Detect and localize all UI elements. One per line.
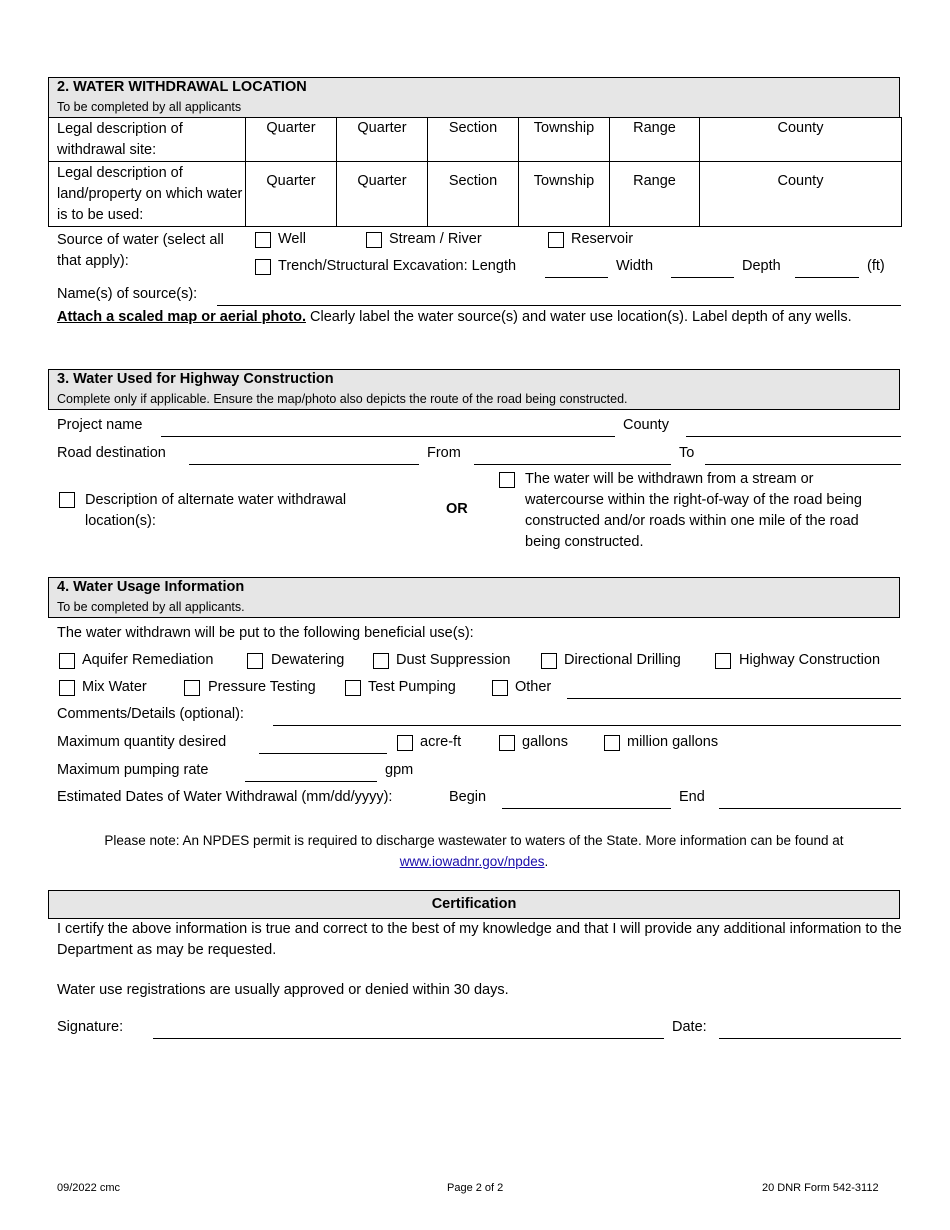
end-date-field[interactable] xyxy=(719,808,901,809)
length-field[interactable] xyxy=(545,277,608,278)
dust-suppression-label: Dust Suppression xyxy=(396,652,511,668)
attach-bold: Attach a scaled map or aerial photo. xyxy=(57,309,306,325)
dewatering-checkbox[interactable] xyxy=(247,653,263,669)
section-cell[interactable]: Section xyxy=(428,162,519,227)
well-label: Well xyxy=(278,231,306,247)
certification-title: Certification xyxy=(431,896,517,912)
section3-subtitle: Complete only if applicable. Ensure the map/photo also depicts the route of the road being constructed. xyxy=(57,392,628,406)
land-use-row xyxy=(49,162,902,227)
source-label: Source of water (select all that apply): xyxy=(57,232,224,269)
from-field[interactable] xyxy=(474,464,671,465)
land-use-label: Legal description of land/property on which water is to be used: xyxy=(49,162,246,227)
section2-subtitle: To be completed by all applicants xyxy=(57,100,242,114)
width-field[interactable] xyxy=(671,277,734,278)
other-checkbox[interactable] xyxy=(492,680,508,696)
mix-water-checkbox[interactable] xyxy=(59,680,75,696)
test-pumping-label: Test Pumping xyxy=(368,679,456,695)
aquifer-remediation-checkbox[interactable] xyxy=(59,653,75,669)
gallons-label: gallons xyxy=(522,734,568,750)
attach-text: Clearly label the water source(s) and water use location(s). Label depth of any wells. xyxy=(306,309,852,325)
section2-title: 2. WATER WITHDRAWAL LOCATION xyxy=(57,79,307,95)
approval-text: Water use registrations are usually approved or denied within 30 days. xyxy=(57,982,509,998)
comments-field[interactable] xyxy=(273,725,901,726)
begin-label: Begin xyxy=(449,789,487,805)
signature-field[interactable] xyxy=(153,1038,664,1039)
to-label: To xyxy=(679,445,695,461)
section4-header xyxy=(48,577,900,618)
stream-checkbox[interactable] xyxy=(366,232,382,248)
stream-withdrawal-label: The water will be withdrawn from a stream or watercourse within the right-of-way of the road being constructed and/or roads within one mile of the road being constructed. xyxy=(525,471,862,550)
trench-checkbox[interactable] xyxy=(255,259,271,275)
million-gallons-label: million gallons xyxy=(627,734,719,750)
alternate-location-checkbox[interactable] xyxy=(59,492,75,508)
section2-header xyxy=(48,77,900,118)
county-cell[interactable]: County xyxy=(700,162,902,227)
well-checkbox[interactable] xyxy=(255,232,271,248)
road-destination-label: Road destination xyxy=(57,445,166,461)
npdes-note xyxy=(48,830,900,872)
highway-construction-checkbox[interactable] xyxy=(715,653,731,669)
from-label: From xyxy=(427,445,461,461)
max-quantity-field[interactable] xyxy=(259,753,387,754)
date-field[interactable] xyxy=(719,1038,901,1039)
begin-date-field[interactable] xyxy=(502,808,671,809)
npdes-link[interactable]: www.iowadnr.gov/npdes xyxy=(399,854,545,869)
trench-label: Trench/Structural Excavation: Length xyxy=(278,258,517,274)
location-table xyxy=(48,117,902,227)
to-field[interactable] xyxy=(705,464,901,465)
attach-instruction xyxy=(57,307,897,328)
stream-withdrawal-checkbox[interactable] xyxy=(499,472,515,488)
certification-text: I certify the above information is true and correct to the best of my knowledge and that I will provide any additional information to the Department as may be requested. xyxy=(57,921,902,958)
section4-subtitle: To be completed by all applicants. xyxy=(57,600,245,614)
quarter-2-cell[interactable]: Quarter xyxy=(337,162,428,227)
alternate-location-label: Description of alternate water withdrawal location(s): xyxy=(85,492,347,529)
section-cell[interactable]: Section xyxy=(428,118,519,162)
ft-label: (ft) xyxy=(867,258,885,274)
mix-water-label: Mix Water xyxy=(82,679,147,695)
max-rate-field[interactable] xyxy=(245,781,377,782)
test-pumping-checkbox[interactable] xyxy=(345,680,361,696)
acre-ft-label: acre-ft xyxy=(420,734,462,750)
date-label: Date: xyxy=(672,1019,707,1035)
footer-form-number: 20 DNR Form 542-3112 xyxy=(762,1182,879,1194)
township-cell[interactable]: Township xyxy=(519,162,610,227)
million-gallons-checkbox[interactable] xyxy=(604,735,620,751)
gallons-checkbox[interactable] xyxy=(499,735,515,751)
source-names-field[interactable] xyxy=(217,305,901,306)
dewatering-label: Dewatering xyxy=(271,652,345,668)
quarter-1-cell[interactable]: Quarter xyxy=(246,118,337,162)
county-field[interactable] xyxy=(686,436,901,437)
highway-construction-label: Highway Construction xyxy=(739,652,881,668)
beneficial-uses-label: The water withdrawn will be put to the following beneficial use(s): xyxy=(57,625,474,641)
npdes-period: . xyxy=(544,854,549,869)
directional-drilling-label: Directional Drilling xyxy=(564,652,681,668)
gpm-label: gpm xyxy=(385,762,414,778)
road-destination-field[interactable] xyxy=(189,464,419,465)
quarter-1-cell[interactable]: Quarter xyxy=(246,162,337,227)
section4-title: 4. Water Usage Information xyxy=(57,579,245,595)
other-label: Other xyxy=(515,679,552,695)
range-cell[interactable]: Range xyxy=(610,162,700,227)
max-rate-label: Maximum pumping rate xyxy=(57,762,209,778)
quarter-2-cell[interactable]: Quarter xyxy=(337,118,428,162)
comments-label: Comments/Details (optional): xyxy=(57,706,244,722)
footer-date: 09/2022 cmc xyxy=(57,1182,120,1194)
pressure-testing-checkbox[interactable] xyxy=(184,680,200,696)
withdrawal-site-label: Legal description of withdrawal site: xyxy=(49,118,246,162)
depth-label: Depth xyxy=(742,258,781,274)
or-label: OR xyxy=(446,501,468,517)
source-names-label: Name(s) of source(s): xyxy=(57,286,198,302)
township-cell[interactable]: Township xyxy=(519,118,610,162)
project-name-field[interactable] xyxy=(161,436,615,437)
width-label: Width xyxy=(616,258,654,274)
withdrawal-site-row xyxy=(49,118,902,162)
project-name-label: Project name xyxy=(57,417,143,433)
end-label: End xyxy=(679,789,705,805)
npdes-note-text: Please note: An NPDES permit is required to discharge wastewater to waters of the State. More information can be found at xyxy=(104,833,844,848)
section3-header xyxy=(48,369,900,410)
depth-field[interactable] xyxy=(795,277,859,278)
reservoir-checkbox[interactable] xyxy=(548,232,564,248)
dust-suppression-checkbox[interactable] xyxy=(373,653,389,669)
dates-label: Estimated Dates of Water Withdrawal (mm/dd/yyyy): xyxy=(57,789,393,805)
stream-label: Stream / River xyxy=(389,231,482,247)
directional-drilling-checkbox[interactable] xyxy=(541,653,557,669)
footer-page: Page 2 of 2 xyxy=(447,1182,504,1194)
county-cell[interactable]: County xyxy=(700,118,902,162)
acre-ft-checkbox[interactable] xyxy=(397,735,413,751)
signature-label: Signature: xyxy=(57,1019,124,1035)
pressure-testing-label: Pressure Testing xyxy=(208,679,316,695)
section3-title: 3. Water Used for Highway Construction xyxy=(57,371,334,387)
county-label: County xyxy=(623,417,669,433)
reservoir-label: Reservoir xyxy=(571,231,634,247)
max-quantity-label: Maximum quantity desired xyxy=(57,734,227,750)
certification-header xyxy=(48,890,900,919)
range-cell[interactable]: Range xyxy=(610,118,700,162)
aquifer-remediation-label: Aquifer Remediation xyxy=(82,652,214,668)
other-field[interactable] xyxy=(567,698,901,699)
